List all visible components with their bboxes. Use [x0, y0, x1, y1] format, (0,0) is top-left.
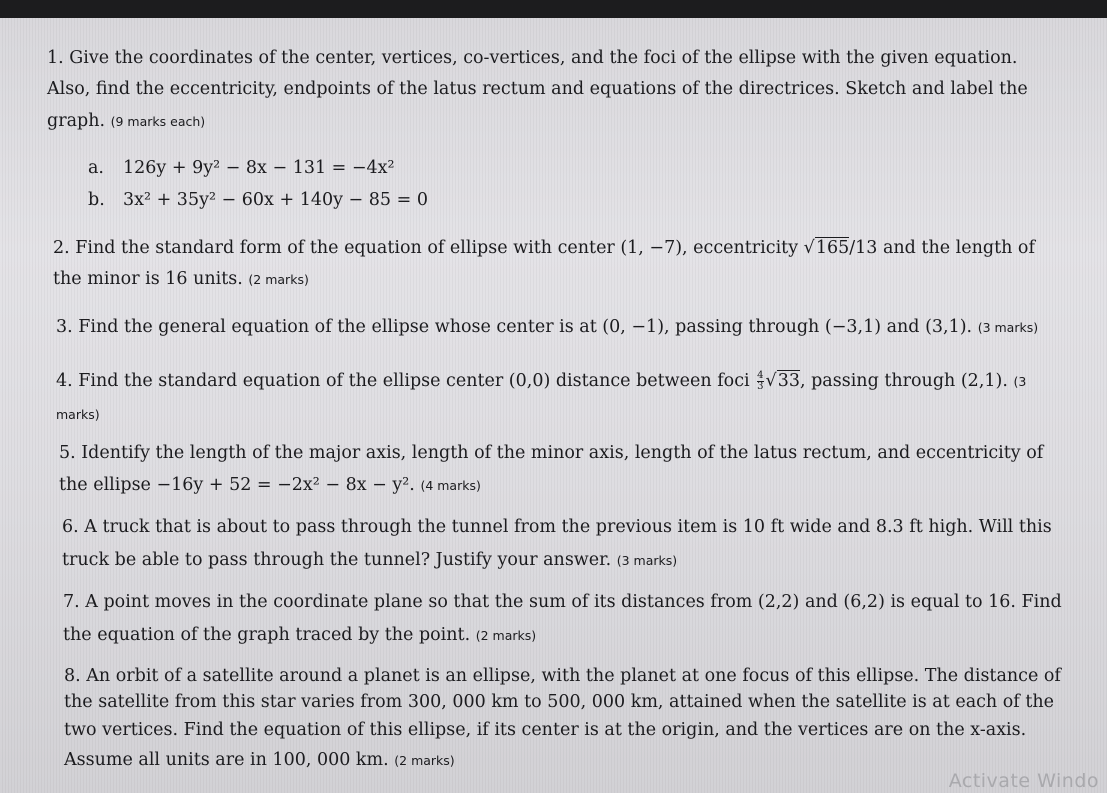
- q3-marks: (3 marks): [977, 320, 1039, 335]
- q1-line2: Also, find the eccentricity, endpoints of the latus rectum and equations of the directrices. Sketch and label the: [47, 79, 1028, 99]
- q1a-label: a.: [88, 158, 104, 178]
- q5-line2-text: the ellipse −16y + 52 = −2x² − 8x − y².: [59, 475, 415, 495]
- q8-line4: [64, 750, 455, 771]
- q3-line1: [56, 317, 1038, 338]
- q1a-equation: 126y + 9y² − 8x − 131 = −4x²: [123, 158, 395, 178]
- q4-fraction: [757, 371, 763, 392]
- q4-line1: [56, 371, 1026, 392]
- q1-line3-text: graph.: [47, 111, 106, 131]
- q1-line3: [47, 111, 205, 132]
- q4-sqrt-symbol: √: [765, 371, 777, 391]
- q2-sqrt-symbol: √: [803, 238, 815, 258]
- q7-line2: [63, 625, 536, 646]
- q3-line1-text: 3. Find the general equation of the ellipse whose center is at (0, −1), passing through (−3,1) and (3,1).: [56, 317, 973, 337]
- q4-sqrt-value: 33: [777, 371, 800, 391]
- q4-marks-a: (3: [1013, 374, 1027, 389]
- worksheet-page: [0, 18, 1107, 793]
- q2-line1: [53, 238, 1035, 258]
- q4-line1-pre: 4. Find the standard equation of the ellipse center (0,0) distance between foci: [56, 371, 756, 391]
- q5-line2: [59, 475, 481, 496]
- q2-marks: (2 marks): [248, 272, 309, 287]
- q7-marks: (2 marks): [475, 628, 537, 643]
- q2-sqrt-value: 165: [815, 238, 850, 258]
- q2-line2-text: the minor is 16 units.: [53, 269, 243, 289]
- q4-line1-post: , passing through (2,1).: [799, 371, 1008, 391]
- q6-line2: [62, 550, 677, 571]
- activate-windows-watermark: Activate Windo: [948, 770, 1099, 792]
- q8-line1: 8. An orbit of a satellite around a planet is an ellipse, with the planet at one focus of this ellipse. The distance of: [64, 666, 1061, 686]
- q2-line1-post: /13 and the length of: [849, 238, 1035, 258]
- q1-line1: 1. Give the coordinates of the center, vertices, co-vertices, and the foci of the ellipse with the given equation.: [47, 48, 1018, 68]
- q6-marks: (3 marks): [616, 553, 678, 568]
- q7-line2-text: the equation of the graph traced by the point.: [63, 625, 471, 645]
- q5-line1: 5. Identify the length of the major axis, length of the minor axis, length of the latus rectum, and eccentricity of: [59, 443, 1044, 463]
- q4-frac-den: 3: [757, 381, 764, 392]
- q6-line1: 6. A truck that is about to pass through the tunnel from the previous item is 10 ft wide and 8.3 ft high. Will this: [62, 517, 1052, 537]
- q8-line2: the satellite from this star varies from 300, 000 km to 500, 000 km, attained when the satellite is at each of the: [64, 692, 1054, 712]
- q4-frac-num: 4: [757, 370, 764, 381]
- q1b-equation: 3x² + 35y² − 60x + 140y − 85 = 0: [123, 190, 428, 210]
- q2-line1-pre: 2. Find the standard form of the equation of ellipse with center (1, −7), eccentricity: [53, 238, 804, 258]
- q8-marks: (2 marks): [394, 753, 455, 768]
- q8-line4-text: Assume all units are in 100, 000 km.: [64, 750, 389, 770]
- q7-line1: 7. A point moves in the coordinate plane so that the sum of its distances from (2,2) and (6,2) is equal to 16. Find: [63, 592, 1062, 612]
- q5-marks: (4 marks): [420, 478, 481, 493]
- q1b-label: b.: [88, 190, 105, 210]
- q2-line2: [53, 269, 309, 290]
- q1-marks: (9 marks each): [110, 114, 206, 129]
- q8-line3: two vertices. Find the equation of this ellipse, if its center is at the origin, and the vertices are on the x-axis.: [64, 720, 1027, 740]
- q6-line2-text: truck be able to pass through the tunnel? Justify your answer.: [62, 550, 612, 570]
- q4-marks-b: marks): [56, 407, 100, 422]
